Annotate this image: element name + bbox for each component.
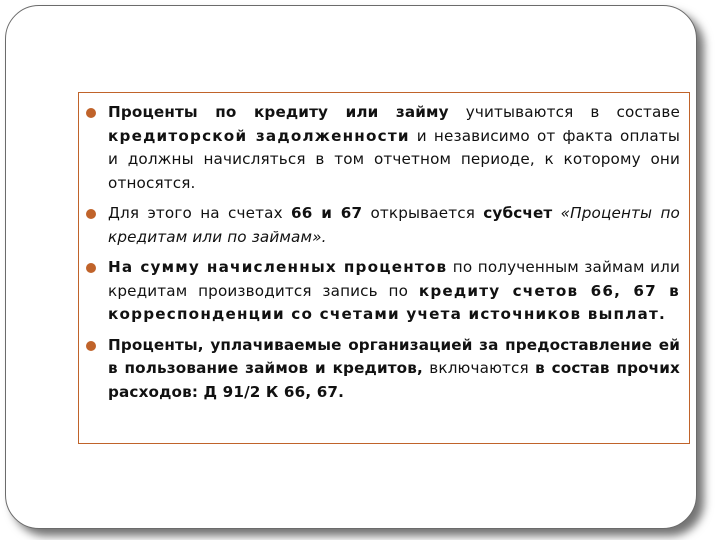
bullet-text-italic: «Проценты по кредитам или по займам». [108, 204, 680, 246]
bullet-text: учитываются в составе [448, 103, 680, 121]
bullet-text-bold: На сумму начисленных процентов [108, 258, 448, 276]
bullet-item-paid-interest [79, 334, 681, 405]
bullet-text-bold: в состав прочих расходов: Д 91/2 К 66, 67. [108, 359, 680, 401]
bullet-dot-icon [86, 341, 96, 351]
bullet-item-accrued-interest [79, 256, 681, 327]
bullet-item-interest-accounting [79, 101, 681, 195]
bullet-text: и независимо от факта оплаты и должны начисляться в том отчетном периоде, к которому они относятся. [108, 126, 680, 192]
bullet-text-bold: Проценты по кредиту или займу [108, 103, 449, 121]
bullet-text: включаются [422, 359, 536, 377]
bullet-text-bold: 66 и 67 [291, 204, 363, 222]
bullet-dot-icon [86, 209, 96, 219]
slide-frame [5, 5, 697, 529]
bullet-list [79, 101, 681, 404]
bullet-text-bold: кредиторской задолженности [108, 126, 410, 145]
content-box [78, 92, 690, 444]
bullet-text: открывается [362, 204, 484, 222]
bullet-text-bold: субсчет [483, 204, 553, 222]
bullet-dot-icon [86, 108, 96, 118]
bullet-text-bold: Проценты, уплачиваемые организацией за предоставление ей в пользование займов и кредитов, [108, 335, 680, 377]
bullet-text-bold: кредиту счетов 66, 67 в корреспонденции со счетами учета источников выплат. [108, 281, 680, 323]
bullet-item-subaccount [79, 202, 681, 249]
bullet-text: по полученным займам или кредитам производится запись по [108, 258, 681, 300]
bullet-text: Для этого на счетах [108, 204, 292, 222]
bullet-dot-icon [86, 263, 96, 273]
